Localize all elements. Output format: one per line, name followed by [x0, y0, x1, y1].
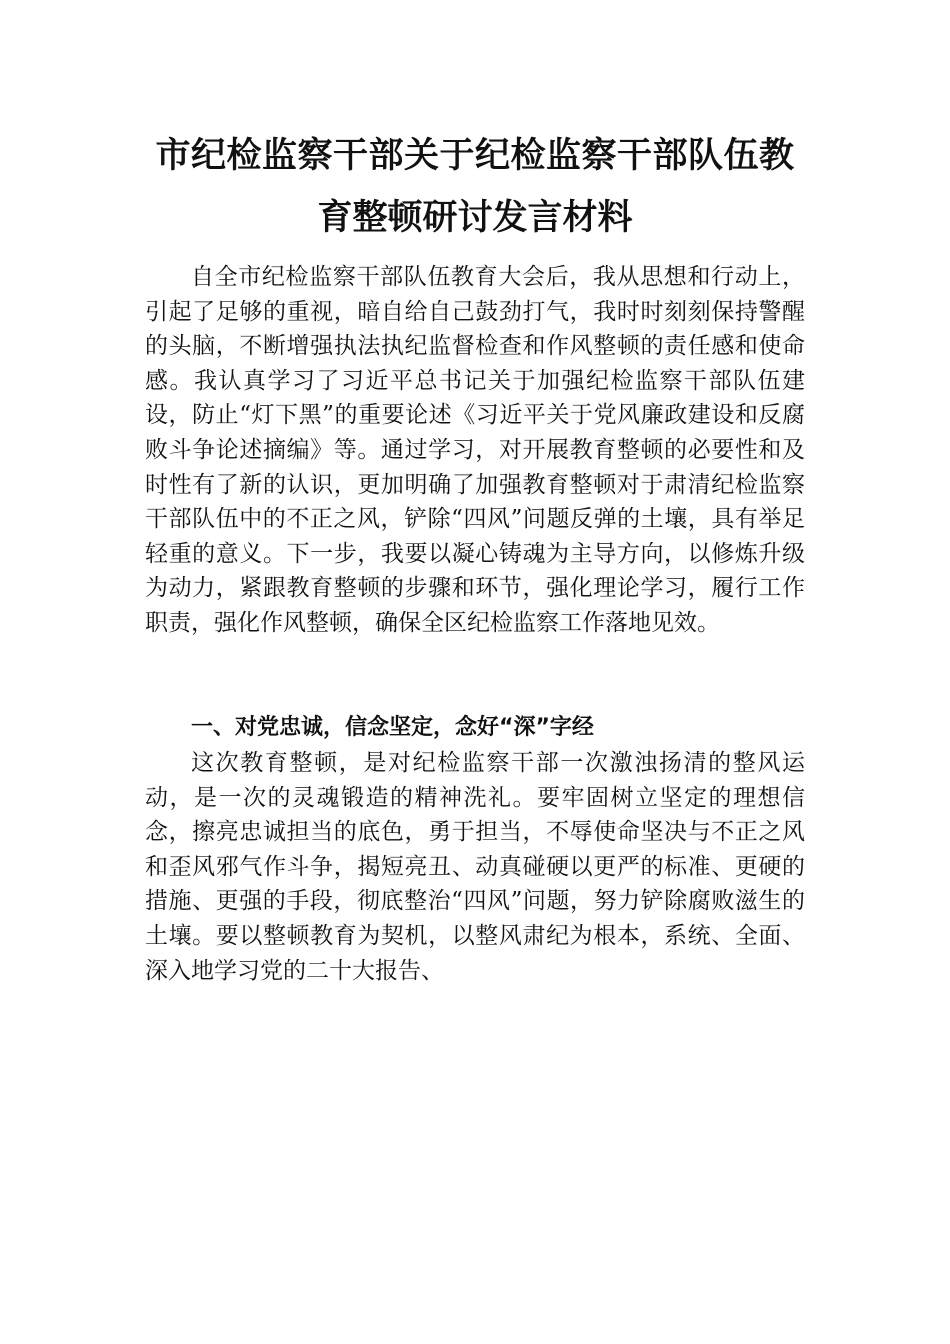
section-1-paragraph: 这次教育整顿，是对纪检监察干部一次激浊扬清的整风运动，是一次的灵魂锻造的精神洗礼。要牢固树立坚定的理想信念，擦亮忠诚担当的底色，勇于担当，不辱使命坚决与不正之风和歪风邪气作斗争，揭短亮丑、动真碰硬以更严的标准、更硬的措施、更强的手段，彻底整治“四风”问题，努力铲除腐败滋生的土壤。要以整顿教育为契机，以整风肃纪为根本，系统、全面、深入地学习党的二十大报告、 — [145, 750, 805, 984]
section-heading-1: 一、对党忠诚，信念坚定，念好“深”字经 — [191, 715, 594, 740]
document-title-line-2: 育整顿研讨发言材料 — [317, 197, 633, 238]
document-title-line-1: 市纪检监察干部关于纪检监察干部队伍教 — [155, 135, 795, 176]
intro-paragraph: 自全市纪检监察干部队伍教育大会后，我从思想和行动上，引起了足够的重视，暗自给自己鼓劲打气，我时时刻刻保持警醒的头脑，不断增强执法执纪监督检查和作风整顿的责任感和使命感。我认真学习了习近平总书记关于加强纪检监察干部队伍建设，防止“灯下黑”的重要论述《习近平关于党风廉政建设和反腐败斗争论述摘编》等。通过学习，对开展教育整顿的必要性和及时性有了新的认识，更加明确了加强教育整顿对于肃清纪检监察干部队伍中的不正之风，铲除“四风”问题反弹的土壤，具有举足轻重的意义。下一步，我要以凝心铸魂为主导方向，以修炼升级为动力，紧跟教育整顿的步骤和环节，强化理论学习，履行工作职责，强化作风整顿，确保全区纪检监察工作落地见效。 — [145, 264, 805, 636]
